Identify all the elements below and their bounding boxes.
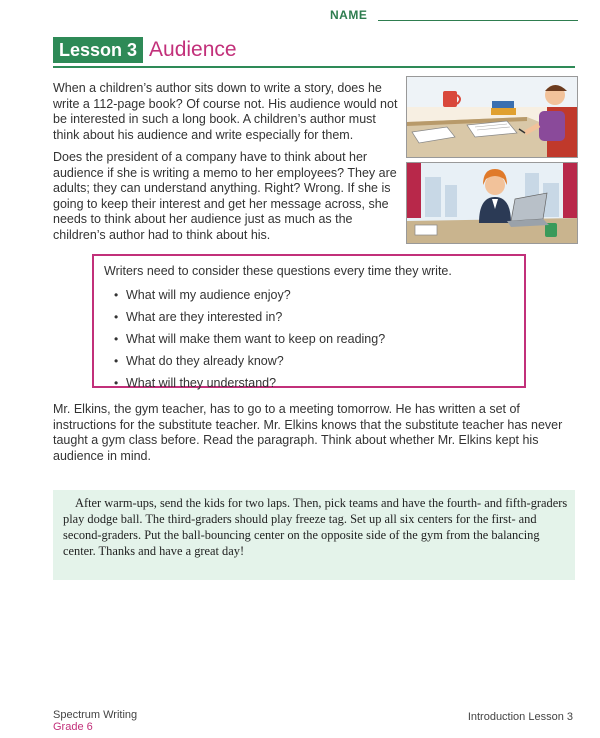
sample-paragraph: After warm-ups, send the kids for two laps. Then, pick teams and have the fourth- and fifth-graders play dodge ball. The third-graders should play freeze tag. Set up all six centers for the first- and second-graders. Put the ball-bouncing center on the opposite side of the gym from the balancing center. Thanks and have a great day! <box>63 496 568 558</box>
list-item: • What will make them want to keep on reading? <box>114 330 385 352</box>
paragraph-author: When a children’s author sits down to write a story, does he write a 112-page book? Of course not. His audience would not be interested in such a long book. A children’s author must think about his audience and write especially for them. <box>53 81 398 142</box>
bullet-icon: • <box>114 288 119 302</box>
name-line <box>378 20 578 21</box>
footer-grade: Grade 6 <box>53 721 93 733</box>
list-item: • What will they understand? <box>114 374 385 396</box>
heading-rule <box>53 66 575 68</box>
bullet-icon: • <box>114 332 119 346</box>
footer-section: Introduction Lesson 3 <box>467 711 573 723</box>
lesson-title: Audience <box>149 38 237 61</box>
bullet-icon: • <box>114 310 119 324</box>
list-item: • What will my audience enjoy? <box>114 286 385 308</box>
list-item: • What are they interested in? <box>114 308 385 330</box>
bullet-icon: • <box>114 376 119 390</box>
footer-series: Spectrum Writing <box>53 709 138 721</box>
bullet-icon: • <box>114 354 119 368</box>
lesson-number: Lesson 3 <box>53 37 143 63</box>
sample-paragraph-box <box>53 490 575 580</box>
president-illustration <box>406 162 578 244</box>
name-label: NAME <box>330 8 368 22</box>
paragraph-elkins: Mr. Elkins, the gym teacher, has to go to a meeting tomorrow. He has written a set of instructions for the substitute teacher. Mr. Elkins knows that the substitute teacher has never taught a gym class before. Read the paragraph. Think about whether Mr. Elkins kept his audience in mind. <box>53 402 563 463</box>
paragraph-president: Does the president of a company have to think about her audience if she is writing a memo to her employees? They are adults; they can understand anything. Right? Wrong. If she is going to keep their interest and get her message across, she needs to think about her audience just as much as the children’s author had to think about his. <box>53 150 397 242</box>
name-field <box>330 8 578 24</box>
lesson-heading <box>53 36 237 64</box>
questions-box <box>92 254 526 388</box>
list-item: • What do they already know? <box>114 352 385 374</box>
questions-intro: Writers need to consider these questions every time they write. <box>104 264 452 278</box>
questions-list <box>114 286 385 396</box>
author-illustration <box>406 76 578 158</box>
